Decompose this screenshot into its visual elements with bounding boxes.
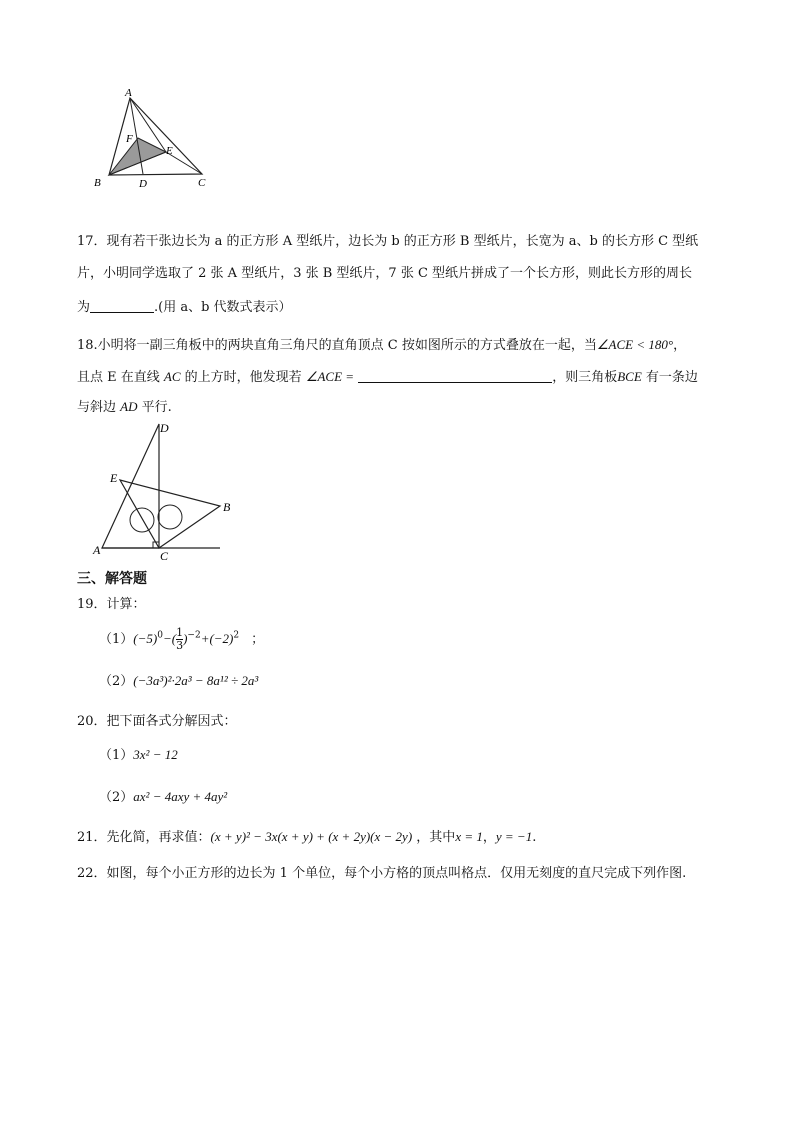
q21-end: . — [532, 830, 537, 845]
q19-p1-fraction — [176, 627, 183, 652]
label-B2: B — [223, 500, 231, 514]
label-B: B — [94, 177, 101, 189]
q19-part1 — [99, 627, 264, 652]
q18-line1 — [77, 334, 686, 353]
q19-p1-term-a: (−5) — [133, 631, 158, 646]
q21-expression: (x + y)² − 3x(x + y) + (x + 2y)(x − 2y) — [210, 829, 413, 844]
q20-p2-label: （2） — [99, 790, 134, 805]
label-A2: A — [93, 543, 101, 557]
q18-text-5: 有一条边 — [645, 370, 698, 385]
label-D: D — [139, 178, 147, 190]
q19-p1-exp-c: −2 — [187, 630, 201, 641]
q19-p1-exp-d: 2 — [233, 630, 240, 641]
q21 — [77, 826, 536, 845]
q19-part2 — [99, 670, 258, 689]
q18-text-4: ，则三角板 — [552, 370, 618, 385]
q19-p1-label: （1） — [99, 632, 134, 647]
q20-title: 20．把下面各式分解因式： — [77, 714, 237, 729]
q18-comma: ， — [673, 338, 687, 353]
label-D2: D — [160, 421, 169, 435]
q18-triangle-bce: BCE — [617, 369, 642, 384]
q19-p1-denominator: 3 — [176, 639, 184, 652]
q20-part2 — [99, 786, 227, 805]
label-F: F — [126, 133, 133, 145]
q21-mid: ，其中 — [416, 830, 456, 845]
q19-p2-label: （2） — [99, 674, 134, 689]
q19-p1-end: ； — [251, 632, 265, 647]
q18-angle-expr: ∠ACE = — [305, 369, 355, 384]
q20-p1-label: （1） — [99, 748, 134, 763]
q18-text-7: 平行. — [141, 400, 172, 415]
label-C: C — [198, 177, 206, 189]
section-heading: 三、解答题 — [77, 571, 147, 587]
q22: 22．如图，每个小正方形的边长为 1 个单位，每个小方格的顶点叫格点．仅用无刻度的直尺完成下列作图. — [77, 866, 687, 881]
label-E: E — [166, 145, 173, 157]
q18-hypotenuse-ad: AD — [120, 399, 138, 414]
label-A: A — [125, 87, 132, 99]
q18-line-ac: AC — [163, 369, 181, 384]
q19-p1-term-d: +(−2) — [200, 631, 234, 646]
label-C2: C — [160, 549, 169, 563]
q20-part1 — [99, 744, 178, 763]
q18-text-2: 且点 E 在直线 — [77, 370, 160, 385]
q19-p2-expression: (−3a³)²·2a³ − 8a¹² ÷ 2a³ — [133, 673, 259, 688]
q18-angle-condition: ∠ACE < 180° — [596, 337, 674, 352]
q21-prefix: 21．先化简，再求值： — [77, 830, 211, 845]
q18-line2 — [77, 366, 698, 385]
q19-p1-exp-a: 0 — [157, 630, 163, 641]
q18-text-3: 的上方时，他发现若 — [184, 370, 302, 385]
q19-p1-term-b: −( — [162, 631, 177, 646]
q19-p1-numerator: 1 — [176, 626, 184, 639]
q17-line2: 片，小明同学选取了 2 张 A 型纸片，3 张 B 型纸片，7 张 C 型纸片拼成了一个长方形，则此长方形的周长 — [77, 266, 693, 281]
q19-title: 19．计算： — [77, 597, 146, 612]
q21-x-value: x = 1 — [455, 829, 483, 844]
q21-sep: ， — [482, 830, 496, 845]
label-E2: E — [110, 471, 118, 485]
q17-suffix: .(用 a、b 代数式表示） — [154, 300, 292, 315]
q17-answer-blank[interactable] — [90, 298, 154, 313]
q18-answer-blank[interactable] — [358, 368, 552, 383]
q17-line3 — [77, 296, 292, 315]
q20-p2-expression: ax² − 4axy + 4ay² — [133, 789, 228, 804]
q18-text-6: 与斜边 — [77, 400, 117, 415]
triangle-figure-1 — [88, 86, 218, 192]
q18-text-1: 18.小明将一副三角板中的两块直角三角尺的直角顶点 C 按如图所示的方式叠放在一起，当 — [77, 338, 597, 353]
q19-p1-term-c: ) — [183, 631, 188, 646]
q21-y-value: y = −1 — [495, 829, 533, 844]
q18-line3 — [77, 396, 172, 415]
q20-p1-expression: 3x² − 12 — [133, 747, 178, 762]
q17-line1: 17．现有若干张边长为 a 的正方形 A 型纸片，边长为 b 的正方形 B 型纸片，长宽为 a、b 的长方形 C 型纸 — [77, 234, 699, 249]
set-squares-figure — [90, 418, 240, 566]
q17-prefix: 为 — [77, 300, 91, 315]
